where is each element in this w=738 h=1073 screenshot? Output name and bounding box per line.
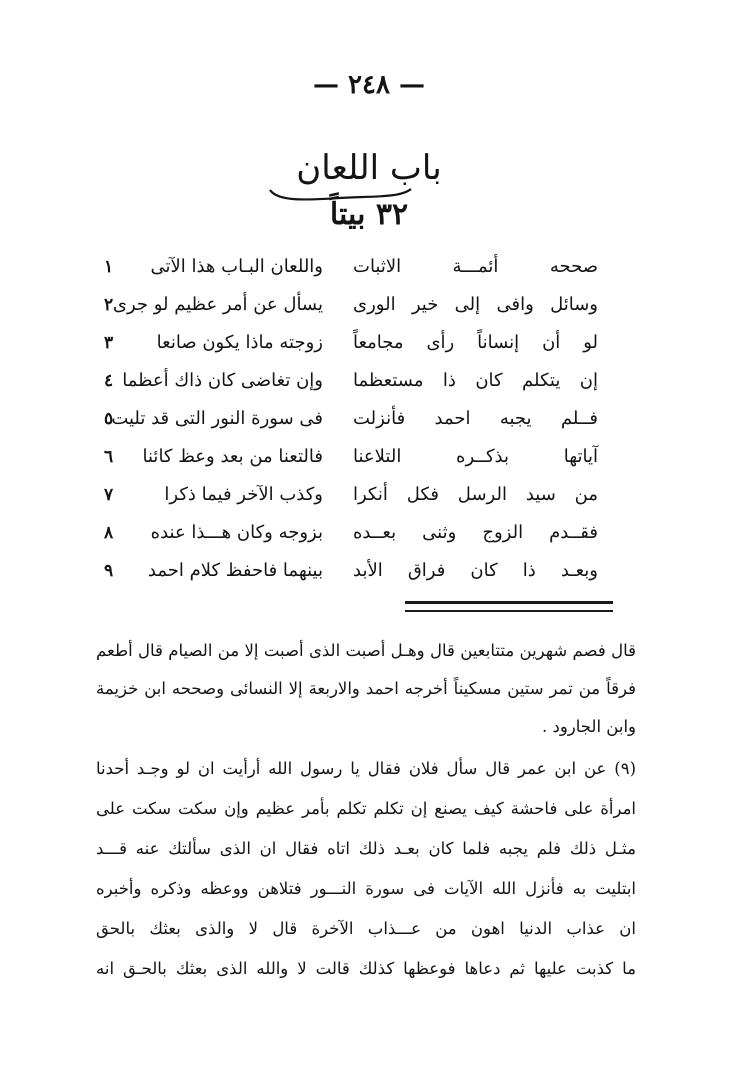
commentary-line: فرقاً من تمر ستين مسكيناً أخرجه احمد والاربعة إلا النسائى وصححه ابن خزيمة [96, 679, 636, 698]
verse-row [0, 285, 738, 325]
verse-second-hemistich: وإن تغاضى كان ذاك أعظما [122, 370, 323, 391]
commentary-line: امرأة على فاحشة كيف يصنع إن تكلم تكلم بأمر عظيم وإن سكت سكت على [96, 799, 636, 818]
verse-number: ١ [104, 257, 114, 277]
verse-row [0, 437, 738, 477]
verse-second-hemistich: فى سورة النور التى قد تليت [111, 408, 323, 429]
verse-second-hemistich: وكذب الآخر فيما ذكرا [164, 484, 323, 505]
verse-second-hemistich: زوجته ماذا يكون صانعا [156, 332, 323, 353]
verse-row [0, 399, 738, 439]
verse-first-hemistich: فقــدم الزوج وثنى بعــده [353, 522, 598, 543]
section-divider [405, 610, 613, 612]
verse-first-hemistich: آياتها بذكــره التلاعنا [353, 446, 598, 467]
verse-row [0, 475, 738, 515]
section-divider [405, 601, 613, 604]
verse-number: ٥ [104, 409, 114, 429]
verse-number: ٩ [104, 561, 114, 581]
verse-row [0, 323, 738, 363]
verse-second-hemistich: بزوجه وكان هـــذا عنده [150, 522, 323, 543]
verse-count: ٣٢ بيتاً [329, 197, 409, 232]
verse-number: ٧ [104, 485, 114, 505]
commentary-line: ما كذبت عليها ثم دعاها فوعظها كذلك قالت لا والله الذى بعثك بالحـق انه [96, 959, 636, 978]
verse-first-hemistich: وسائل وافى إلى خير الورى [353, 294, 598, 315]
commentary-line: ان عذاب الدنيا اهون من عـــذاب الآخرة قال لا والذى بعثك بالحق [96, 919, 636, 938]
commentary-line: مثـل ذلك فلم يجبه فلما كان بعـد ذلك اتاه فقال ان الذى سألتك عنه قـــد [96, 839, 636, 858]
commentary-line: ابتليت به فأنزل الله الآيات فى سورة النـــور فتلاهن ووعظه وذكره وأخبره [96, 879, 636, 898]
verse-number: ٦ [104, 447, 114, 467]
verse-first-hemistich: وبعـد ذا كان فراق الأبد [353, 560, 598, 581]
verse-row [0, 247, 738, 287]
commentary-line: قال فصم شهرين متتابعين قال وهـل أصبت الذى أصبت إلا من الصيام قال أطعم [96, 641, 636, 660]
verse-first-hemistich: لو أن إنساناً رأى مجامعاً [353, 332, 598, 353]
verse-number: ٣ [104, 333, 114, 353]
verse-number: ٨ [104, 523, 114, 543]
verse-second-hemistich: فالتعنا من بعد وعظ كائنا [142, 446, 323, 467]
verse-row [0, 361, 738, 401]
page-number: — ٢٤٨ — [312, 70, 426, 100]
verse-first-hemistich: من سيد الرسل فكل أنكرا [353, 484, 598, 505]
commentary-line: وابن الجارود . [541, 717, 636, 736]
verse-second-hemistich: بينهما فاحفظ كلام احمد [147, 560, 323, 581]
verse-second-hemistich: واللعان البـاب هذا الآتى [150, 256, 323, 277]
verse-row [0, 513, 738, 553]
verse-second-hemistich: يسأل عن أمر عظيم لو جرى [112, 294, 323, 315]
verse-first-hemistich: فــلم يجبه احمد فأنزلت [353, 408, 598, 429]
verse-first-hemistich: صححه أئمـــة الاثبات [353, 256, 598, 277]
verse-number: ٢ [104, 295, 114, 315]
commentary-line: (٩) عن ابن عمر قال سأل فلان فقال يا رسول الله أرأيت ان لو وجـد أحدنا [96, 759, 636, 778]
chapter-title: باب اللعان [296, 148, 442, 188]
verse-row [0, 551, 738, 591]
verse-first-hemistich: إن يتكلم كان ذا مستعظما [353, 370, 598, 391]
verse-number: ٤ [104, 371, 114, 391]
